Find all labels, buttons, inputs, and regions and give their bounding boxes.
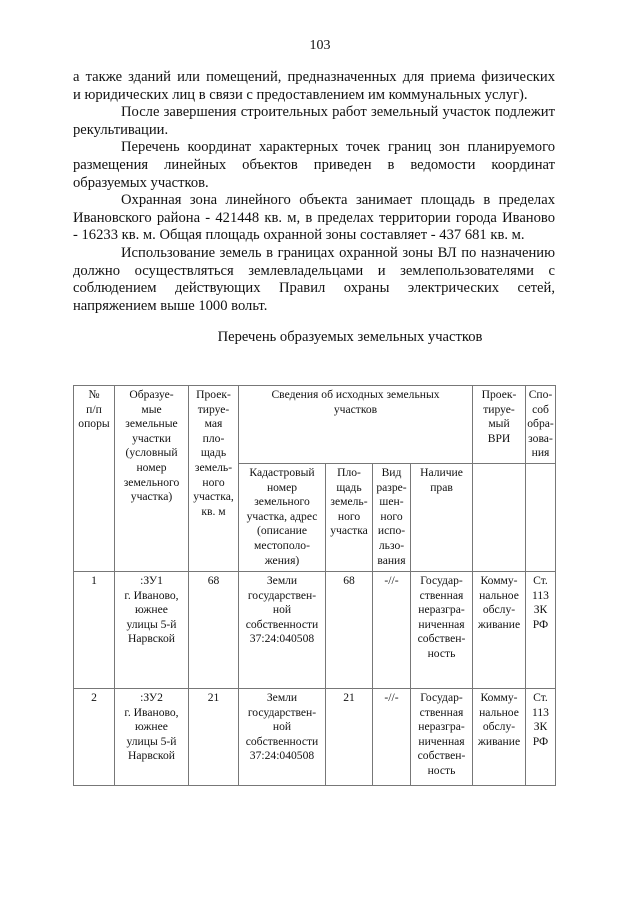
text-line: Использование земель в границах охранной зоны ВЛ по назначению [121,244,555,261]
header-plots: Образуе- мые земельные участки (условный номер земельного участка) [115,386,189,572]
paragraph [73,69,555,104]
cell-area: 21 [189,688,239,785]
text-line: После завершения строительных работ земельный участок подлежит [121,104,555,121]
text-line: образуемых участков. [73,174,209,191]
table-row [74,571,556,688]
paragraph [73,192,555,245]
paragraph [73,245,555,315]
cell-use: -//- [373,688,411,785]
empty-cell [473,463,526,571]
cell-rights: Государ- ственная неразгра- ниченная собствен- ность [411,688,473,785]
cell-method: Ст. 113 ЗК РФ [526,571,556,688]
cell-cadastral: Земли государствен- ной собственности 37:24:040508 [239,571,326,688]
cell-num: 1 [74,571,115,688]
text-line: а также зданий или помещений, предназначенных для приема физических [73,69,555,85]
cell-plot: :ЗУ2 г. Иваново, южнее улицы 5-й Нарвской [115,688,189,785]
cell-vri: Комму- нальное обслу- живание [473,688,526,785]
header-row [74,386,556,464]
text-line: и юридических лиц в связи с предоставлением им коммунальных услуг). [73,86,528,103]
page-number: 103 [309,38,331,53]
header-cadastral: Кадастровый номер земельного участка, адрес (описание местополо- жения) [239,463,326,571]
header-method: Спо- соб обра- зова- ния [526,386,556,464]
cell-area: 68 [189,571,239,688]
paragraph [73,139,555,192]
table-row [74,688,556,785]
cell-rights: Государ- ственная неразгра- ниченная собствен- ность [411,571,473,688]
header-vri: Проек- тируе- мый ВРИ [473,386,526,464]
header-source: Сведения об исходных земельных участков [239,386,473,464]
text-line: Охранная зона линейного объекта занимает площадь в пределах [121,192,555,209]
text-line: - 16233 кв. м. Общая площадь охранной зоны составляет - 437 681 кв. м. [73,227,525,244]
cell-method: Ст. 113 ЗК РФ [526,688,556,785]
land-plots-table [73,385,556,786]
text-line: рекультивации. [73,121,169,138]
header-rights: Наличие прав [411,463,473,571]
cell-plot: :ЗУ1 г. Иваново, южнее улицы 5-й Нарвской [115,571,189,688]
empty-cell [526,463,556,571]
cell-src-area: 68 [326,571,373,688]
text-line: размещения линейных объектов приведен в ведомости координат [73,156,555,173]
text-line: соблюдением действующих Правил охраны электрических сетей, [73,280,555,297]
paragraph [73,104,555,139]
header-use: Вид разре- шен- ного испо- льзо- вания [373,463,411,571]
header-src-area: Пло- щадь земель- ного участка [326,463,373,571]
header-area: Проек- тируе- мая пло- щадь земель- ного участка, кв. м [189,386,239,572]
cell-use: -//- [373,571,411,688]
cell-vri: Комму- нальное обслу- живание [473,571,526,688]
text-line: должно осуществляться землевладельцами и землепользователями с [73,262,555,279]
header-num: № п/п опоры [74,386,115,572]
cell-cadastral: Земли государствен- ной собственности 37:24:040508 [239,688,326,785]
cell-src-area: 21 [326,688,373,785]
text-line: Перечень координат характерных точек границ зон планируемого [121,139,555,156]
text-line: напряжением выше 1000 вольт. [73,297,268,314]
text-line: Ивановского района - 421448 кв. м, в пределах территории города Иваново [73,209,555,226]
cell-num: 2 [74,688,115,785]
body-text [73,69,555,315]
table-title: Перечень образуемых земельных участков [217,329,483,345]
